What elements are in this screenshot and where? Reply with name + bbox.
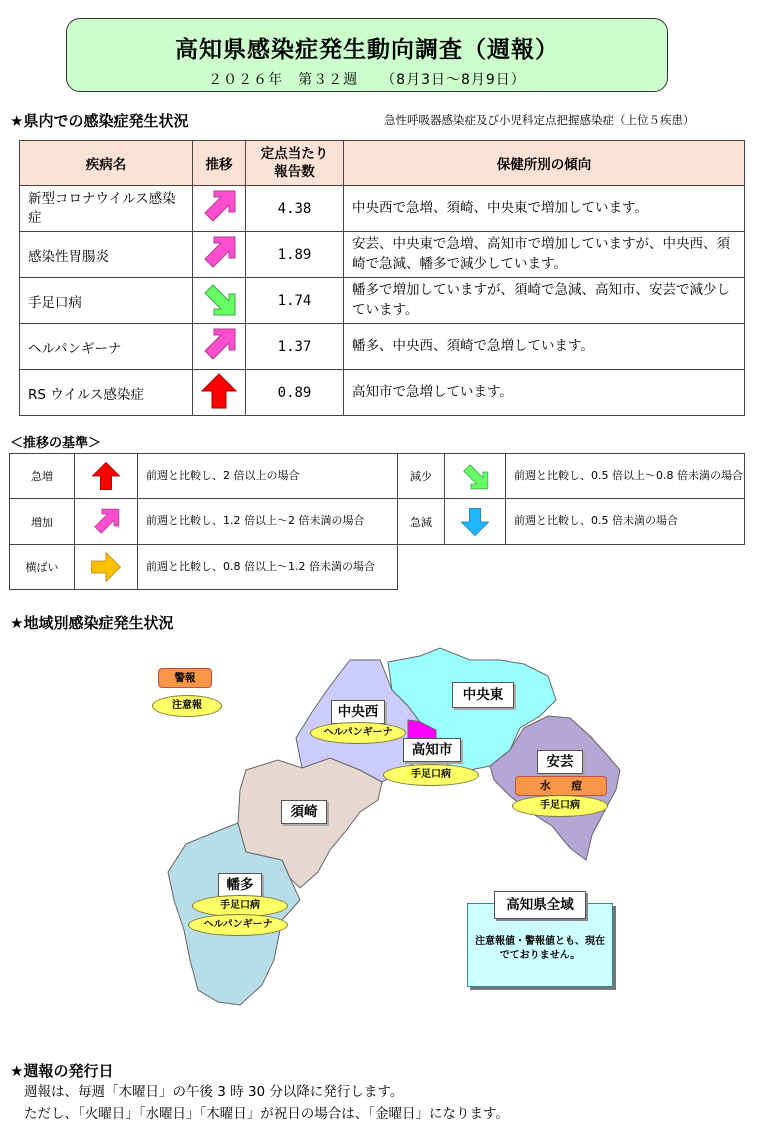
caution-badge: 手足口病 [192,895,288,917]
footer-heading: ★週報の発行日 [10,1062,114,1080]
rate-value: 0.89 [246,370,344,416]
page-title: 高知県感染症発生動向調査（週報） [175,37,559,63]
legend-icon-cell [74,454,138,498]
legend-name: 減少 [410,470,432,483]
caution-badge: ヘルパンギーナ [188,914,288,936]
region-label-kochi-city: 高知市 [403,738,461,762]
decrease-arrow-icon [459,460,491,492]
footer-line-2: ただし、「火曜日」「水曜日」「木曜日」が祝日の場合は、「金曜日」になります。 [24,1106,509,1122]
plunge-arrow-icon [459,506,491,538]
legend-icon-cell [444,454,506,498]
disease-name: 手足口病 [20,278,193,324]
header-trend: 推移 [193,141,246,186]
disease-table [19,140,745,416]
trend-cell [193,278,246,324]
legend-item-decrease [397,453,745,499]
disease-name: 新型コロナウイルス感染症 [20,186,193,232]
section-note: 急性呼吸器感染症及び小児科定点把握感染症（上位５疾患） [384,113,695,127]
caution-badge: 手足口病 [512,795,608,817]
region-label-aki: 安芸 [537,750,583,774]
whole-prefecture-text: 注意報値・警報値とも、現在でておりません。 [475,936,605,961]
alarm-badge: 水 痘 [515,776,607,796]
increase-arrow-icon [90,506,122,538]
legend-name: 横ばい [25,561,59,574]
header-rate-line2: 報告数 [274,164,315,180]
footer-line-1: 週報は、毎週「木曜日」の午後 3 時 30 分以降に発行します。 [24,1084,404,1100]
header-tendency: 保健所別の傾向 [344,141,745,186]
whole-prefecture-title: 高知県全域 [494,891,586,919]
tendency-text: 中央西で急増、須崎、中央東で増加しています。 [344,186,745,232]
section-heading-regional: ★地域別感染症発生状況 [10,614,174,632]
rate-value: 4.38 [246,186,344,232]
rate-value: 1.37 [246,324,344,370]
legend-text: 前週と比較し、2 倍以上の場合 [146,468,300,482]
legend-name: 増加 [31,515,53,529]
table-row [20,278,745,324]
alarm-key: 警報 [158,668,212,688]
disease-name: RS ウイルス感染症 [20,370,193,416]
legend-text: 前週と比較し、0.8 倍以上～1.2 倍未満の場合 [146,559,375,573]
tendency-text: 幡多で増加していますが、須崎で急減、高知市、安芸で減少しています。 [344,278,745,324]
increase-arrow-icon [199,233,239,273]
header-disease: 疾病名 [20,141,193,186]
surge-arrow-icon [199,371,239,411]
title-box [66,18,668,92]
report-period: ２０２６年 第３２週 （8月3日～8月9日） [208,72,526,88]
rate-value: 1.74 [246,278,344,324]
disease-name: ヘルパンギーナ [20,324,193,370]
surge-arrow-icon [90,460,122,492]
legend-icon-cell [74,545,138,589]
legend-item-surge [9,453,398,499]
flat-arrow-icon [89,550,123,584]
tendency-text: 高知市で急増しています。 [344,370,745,416]
table-row [20,370,745,416]
decrease-arrow-icon [199,279,239,319]
region-label-chuo-higashi: 中央東 [452,682,514,708]
legend-text: 前週と比較し、0.5 倍以上～0.8 倍未満の場合 [514,468,743,482]
legend-title: ＜推移の基準＞ [10,436,102,451]
legend-icon-cell [74,499,138,544]
legend-name: 急減 [410,515,432,529]
caution-badge: ヘルパンギーナ [310,722,406,744]
tendency-text: 幡多、中央西、須崎で急増しています。 [344,324,745,370]
table-row [20,324,745,370]
trend-cell [193,324,246,370]
legend-item-flat [9,544,398,590]
tendency-text: 安芸、中央東で急増、高知市で増加していますが、中央西、須崎で急減、幡多で減少しています。 [344,232,745,278]
trend-cell [193,186,246,232]
header-rate-line1: 定点当たり [260,145,329,162]
legend-item-plunge [397,498,745,545]
legend-text: 前週と比較し、1.2 倍以上～2 倍未満の場合 [146,514,365,528]
trend-cell [193,370,246,416]
legend-item-increase [9,498,398,545]
region-label-susaki: 須崎 [281,800,327,824]
header-rate [246,141,344,186]
table-row [20,186,745,232]
disease-name: 感染性胃腸炎 [20,232,193,278]
increase-arrow-icon [199,325,239,365]
caution-badge: 手足口病 [383,764,479,786]
legend-icon-cell [444,499,506,544]
region-label-chuo-nishi: 中央西 [331,700,385,724]
rate-value: 1.89 [246,232,344,278]
caution-key: 注意報 [152,695,222,717]
table-row [20,232,745,278]
kochi-map [0,640,777,1040]
legend-name: 急増 [31,470,53,483]
region-label-hata: 幡多 [218,873,262,897]
increase-arrow-icon [199,187,239,227]
trend-cell [193,232,246,278]
legend-text: 前週と比較し、0.5 倍未満の場合 [514,514,678,528]
section-heading-prefecture: ★県内での感染症発生状況 [10,112,189,130]
